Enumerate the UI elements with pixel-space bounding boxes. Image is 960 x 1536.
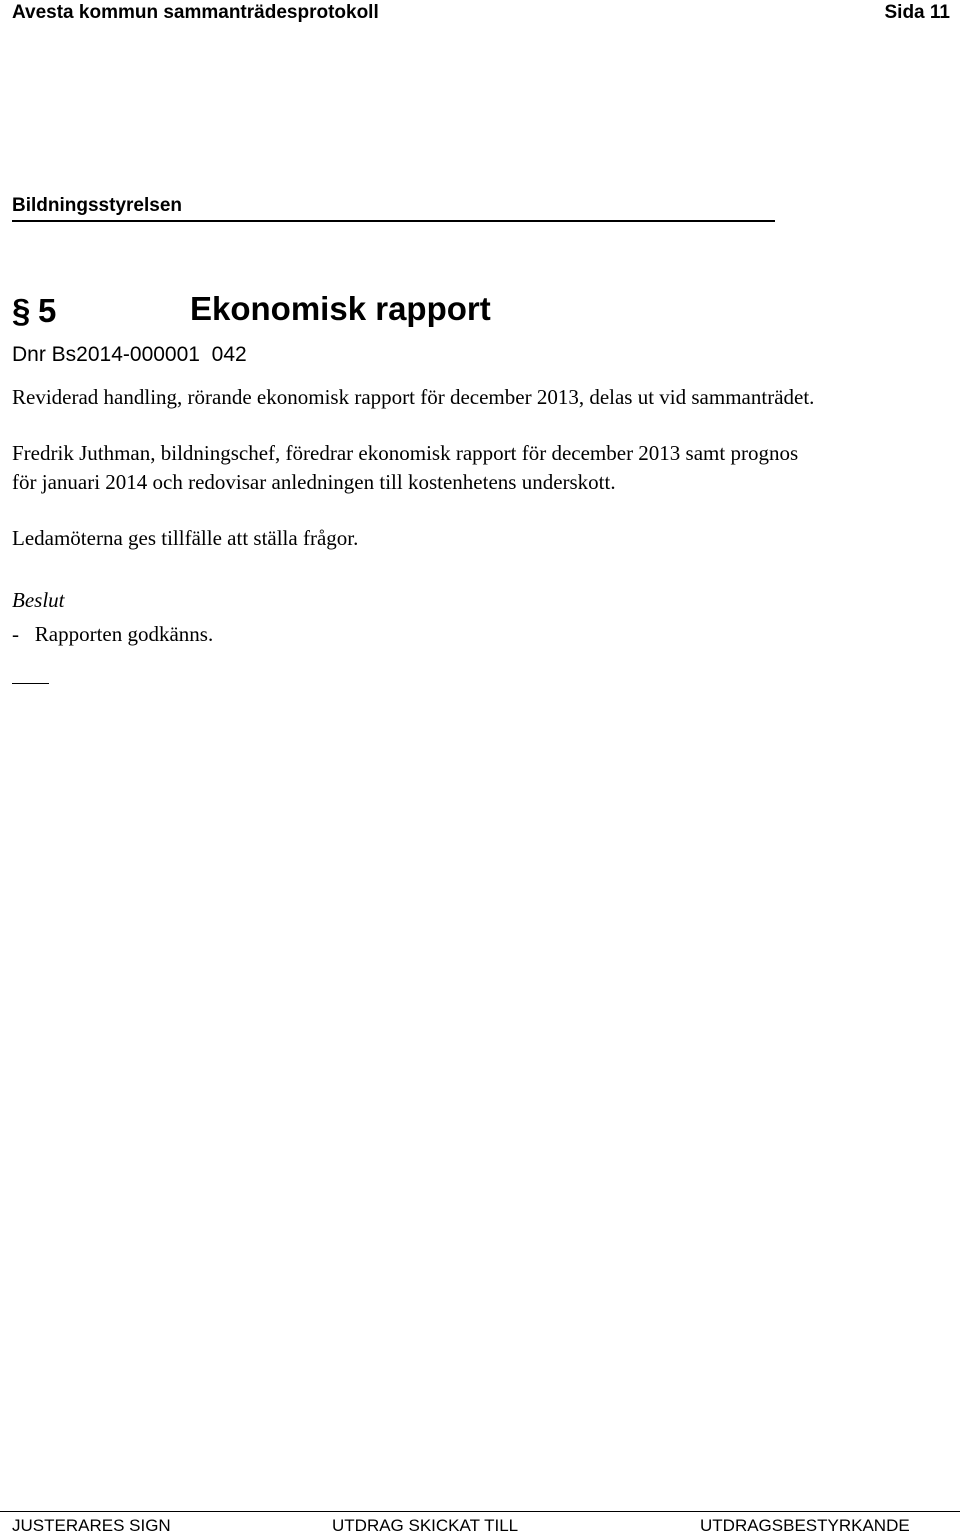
section-title: Ekonomisk rapport (190, 290, 491, 327)
decision-heading: Beslut (12, 588, 65, 612)
paragraph-questions: Ledamöterna ges tillfälle att ställa frågor. (12, 526, 359, 550)
diary-number: Dnr Bs2014-000001 042 (12, 343, 247, 366)
footer-divider (0, 1511, 960, 1512)
document-header-title: Avesta kommun sammanträdesprotokoll (12, 2, 379, 23)
decision-item: - Rapporten godkänns. (12, 622, 214, 646)
paragraph-presentation (12, 439, 798, 497)
footer-label-adjuster-sign: JUSTERARES SIGN (12, 1516, 171, 1535)
page-number: Sida 11 (884, 2, 950, 23)
footer-label-extract-sent: UTDRAG SKICKAT TILL (332, 1516, 519, 1535)
organization-name: Bildningsstyrelsen (12, 195, 182, 216)
section-number: 5 (38, 292, 57, 329)
organization-underline (12, 220, 775, 222)
paragraph-revised-document: Reviderad handling, rörande ekonomisk rapport för december 2013, delas ut vid sammanträdet. (12, 385, 815, 409)
section-symbol: § (12, 292, 31, 329)
section-end-line (12, 683, 49, 684)
footer-label-extract-certification: UTDRAGSBESTYRKANDE (700, 1516, 910, 1535)
paragraph-presentation-line-2: för januari 2014 och redovisar anledningen till kostenhetens underskott. (12, 470, 616, 494)
paragraph-presentation-line-1: Fredrik Juthman, bildningschef, föredrar ekonomisk rapport för december 2013 samt prognos (12, 441, 799, 465)
